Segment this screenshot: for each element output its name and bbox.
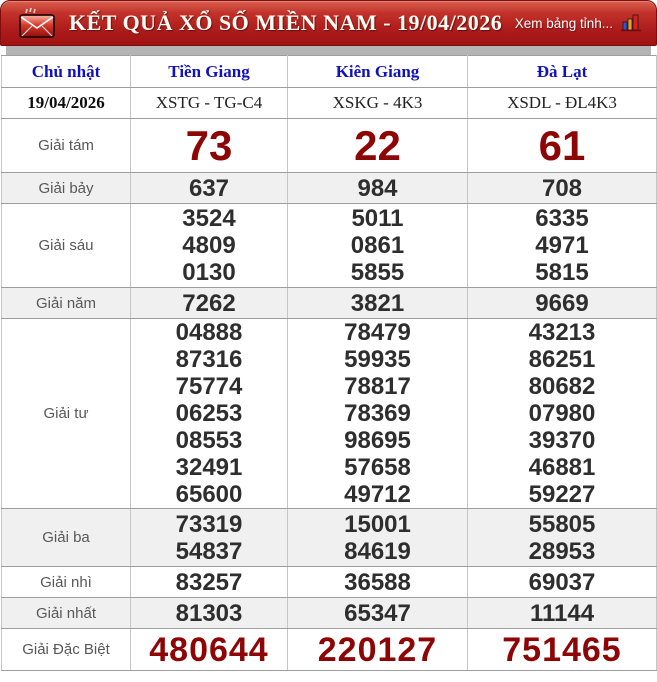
prize-cell (131, 204, 288, 288)
prize-cell (131, 173, 288, 204)
prize-cell (131, 288, 288, 319)
prize-number: 84619 (344, 537, 411, 565)
prize-number: 4971 (535, 232, 589, 259)
prize-number: 59935 (344, 346, 411, 373)
prize-number: 9669 (535, 289, 589, 317)
prize-cell (131, 319, 288, 509)
prize-number: 61 (538, 121, 586, 169)
prize-row (2, 567, 657, 598)
prize-number: 06253 (175, 400, 243, 427)
prize-label: Giải nhì (2, 567, 131, 598)
prize-label: Giải ba (2, 509, 131, 567)
bar-chart-icon (620, 14, 642, 32)
prize-number: 5855 (350, 259, 405, 286)
prize-row (2, 288, 657, 319)
prize-number: 04888 (175, 319, 243, 346)
prize-cell (131, 119, 288, 173)
prize-cell (131, 629, 288, 671)
prize-cell (468, 204, 657, 288)
prize-label: Giải tư (2, 319, 131, 509)
prize-number: 98695 (344, 427, 411, 454)
prize-number: 54837 (175, 537, 243, 565)
view-province-link[interactable] (515, 14, 642, 32)
prize-number: 708 (541, 174, 583, 202)
prize-number: 59227 (528, 481, 596, 508)
prize-cell (468, 567, 657, 598)
prize-number: 78817 (344, 373, 411, 400)
province-header-da-lat[interactable]: Đà Lạt (468, 56, 657, 88)
prize-number: 0861 (350, 232, 405, 259)
prize-number: 4809 (182, 232, 236, 259)
prize-cell (288, 288, 468, 319)
prize-number: 36588 (344, 568, 411, 596)
prize-cell (468, 598, 657, 629)
prize-number: 87316 (175, 346, 243, 373)
prize-row (2, 598, 657, 629)
prize-number: 81303 (175, 599, 243, 627)
prize-cell (468, 288, 657, 319)
prize-number: 637 (188, 174, 230, 202)
prize-number: 69037 (528, 568, 596, 596)
prize-label: Giải sáu (2, 204, 131, 288)
prize-number: 6335 (535, 205, 589, 232)
prize-number: 7262 (182, 289, 236, 317)
prize-number: 65600 (175, 481, 243, 508)
prize-number: 32491 (175, 454, 243, 481)
prize-cell (288, 509, 468, 567)
prize-number: 73 (185, 121, 233, 169)
prize-number: 57658 (344, 454, 411, 481)
prize-number: 07980 (528, 400, 596, 427)
prize-number: 984 (357, 174, 398, 202)
view-province-label: Xem bảng tỉnh... (514, 15, 613, 31)
province-header-tien-giang[interactable]: Tiền Giang (131, 56, 288, 88)
prize-number: 65347 (344, 599, 411, 627)
prize-number: 22 (354, 121, 401, 169)
province-header-kien-giang[interactable]: Kiên Giang (288, 56, 468, 88)
prize-number: 15001 (344, 510, 411, 538)
table-header-row (2, 56, 657, 88)
prize-cell (468, 173, 657, 204)
prize-cell (468, 119, 657, 173)
prize-number: 75774 (175, 373, 243, 400)
prize-row (2, 173, 657, 204)
envelope-icon (17, 7, 57, 39)
prize-cell (288, 629, 468, 671)
prize-number: 0130 (182, 259, 236, 286)
header-bar (0, 0, 657, 46)
prize-number: 55805 (528, 510, 596, 538)
prize-number: 5815 (535, 259, 589, 286)
draw-code-kien-giang: XSKG - 4K3 (288, 88, 468, 119)
prize-cell (288, 119, 468, 173)
prize-cell (131, 598, 288, 629)
prize-number: 220127 (317, 630, 438, 669)
prize-row (2, 509, 657, 567)
prize-cell (468, 509, 657, 567)
prize-label: Giải Đặc Biệt (2, 629, 131, 671)
draw-date: 19/04/2026 (2, 88, 131, 119)
prize-number: 39370 (528, 427, 596, 454)
prize-number: 3524 (182, 205, 236, 232)
prize-number: 86251 (528, 346, 596, 373)
prize-number: 78479 (344, 319, 411, 346)
prize-row (2, 204, 657, 288)
prize-number: 11144 (529, 599, 595, 627)
prize-cell (131, 509, 288, 567)
prize-number: 28953 (528, 537, 596, 565)
prize-number: 08553 (175, 427, 243, 454)
page-title: KẾT QUẢ XỔ SỐ MIỀN NAM - 19/04/2026 (69, 10, 503, 35)
prize-row (2, 119, 657, 173)
prize-cell (131, 567, 288, 598)
prize-number: 73319 (175, 510, 243, 538)
prize-number: 751465 (502, 630, 622, 669)
prize-row (2, 629, 657, 671)
prize-cell (288, 319, 468, 509)
prize-cell (468, 629, 657, 671)
prize-number: 49712 (344, 481, 411, 508)
prize-number: 78369 (344, 400, 411, 427)
prize-label: Giải bảy (2, 173, 131, 204)
prize-label: Giải năm (2, 288, 131, 319)
prize-cell (288, 173, 468, 204)
prize-cell (468, 319, 657, 509)
prize-number: 83257 (175, 568, 243, 596)
prize-cell (288, 598, 468, 629)
prize-label: Giải nhất (2, 598, 131, 629)
prize-number: 480644 (149, 630, 269, 669)
draw-code-da-lat: XSDL - ĐL4K3 (468, 88, 657, 119)
prize-number: 3821 (350, 289, 405, 317)
day-header[interactable]: Chủ nhật (2, 56, 131, 88)
prize-cell (288, 204, 468, 288)
prize-label: Giải tám (2, 119, 131, 173)
prize-row (2, 319, 657, 509)
prize-number: 5011 (351, 205, 404, 232)
results-table (1, 55, 657, 671)
prize-number: 43213 (528, 319, 596, 346)
prize-number: 80682 (528, 373, 596, 400)
prize-cell (288, 567, 468, 598)
draw-code-row (2, 88, 657, 119)
prize-number: 46881 (528, 454, 596, 481)
divider-strip (6, 46, 651, 55)
draw-code-tien-giang: XSTG - TG-C4 (131, 88, 288, 119)
